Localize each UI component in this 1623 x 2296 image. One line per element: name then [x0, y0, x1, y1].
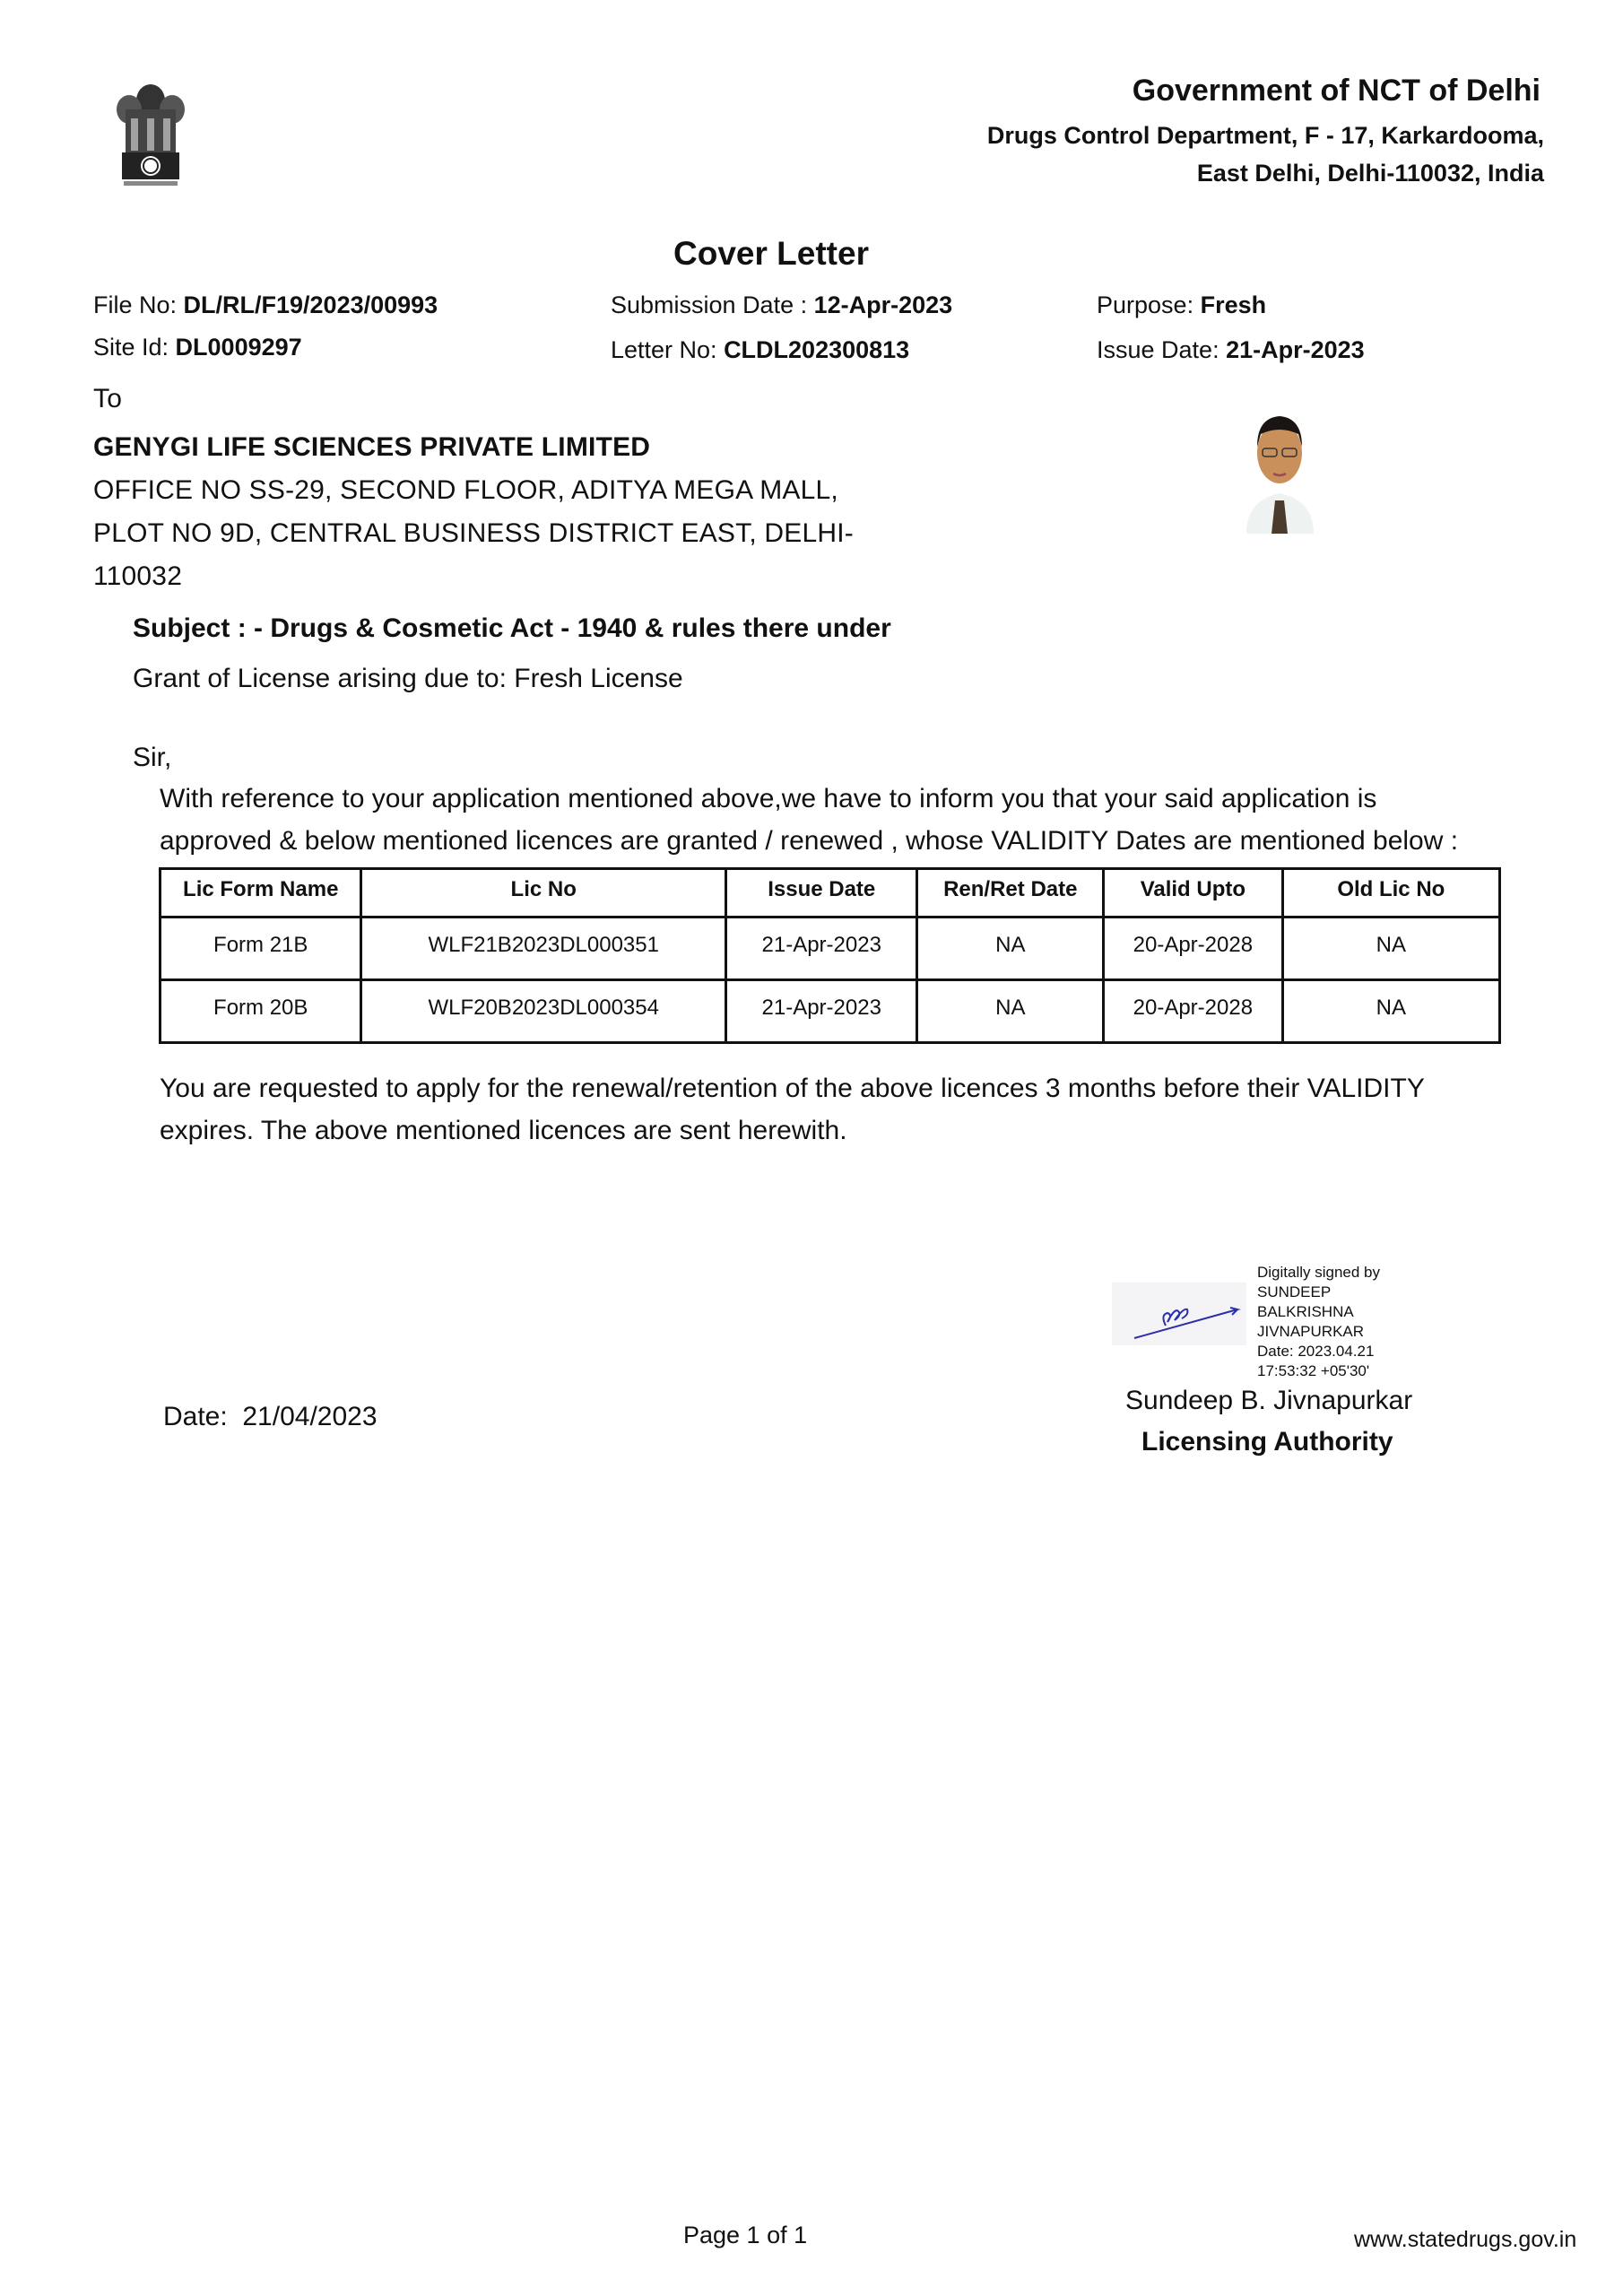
cell-issue-date: 21-Apr-2023 — [725, 980, 917, 1043]
letter-date: Date: 21/04/2023 — [163, 1402, 378, 1431]
cell-form-name: Form 20B — [161, 980, 361, 1043]
letter-no — [611, 336, 909, 364]
letter-no-value: CLDL202300813 — [724, 336, 910, 363]
col-header-old-lic-no: Old Lic No — [1282, 869, 1499, 918]
cell-ren-ret-date: NA — [917, 980, 1104, 1043]
grant-line: Grant of License arising due to: Fresh License — [133, 664, 683, 693]
closing-line2: expires. The above mentioned licences are sent herewith. — [160, 1116, 847, 1145]
purpose-label: Purpose: — [1097, 291, 1201, 318]
col-header-lic-form-name: Lic Form Name — [161, 869, 361, 918]
letter-no-label: Letter No: — [611, 336, 725, 363]
authority-photo — [1228, 404, 1332, 534]
recipient-address-line3: 110032 — [93, 561, 183, 591]
government-name: Government of NCT of Delhi — [1132, 74, 1541, 108]
file-no-value: DL/RL/F19/2023/00993 — [183, 291, 438, 318]
to-label: To — [93, 384, 123, 413]
document-title: Cover Letter — [673, 235, 869, 272]
issue-date-label: Issue Date: — [1097, 336, 1227, 363]
col-header-issue-date: Issue Date — [725, 869, 917, 918]
cell-valid-upto: 20-Apr-2028 — [1104, 980, 1283, 1043]
recipient-company: GENYGI LIFE SCIENCES PRIVATE LIMITED — [93, 432, 651, 462]
col-header-ren-ret-date: Ren/Ret Date — [917, 869, 1104, 918]
department-address-line2: East Delhi, Delhi-110032, India — [1196, 160, 1544, 187]
digital-sign-line: Date: 2023.04.21 — [1257, 1343, 1375, 1360]
digital-sign-line: SUNDEEP — [1257, 1283, 1332, 1300]
file-no — [93, 291, 438, 319]
salutation: Sir, — [133, 743, 172, 772]
purpose-value: Fresh — [1200, 291, 1267, 318]
digital-sign-line: BALKRISHNA — [1257, 1303, 1354, 1320]
website-link[interactable]: www.statedrugs.gov.in — [1354, 2227, 1577, 2252]
licence-table — [159, 867, 1501, 1044]
site-id-value: DL0009297 — [175, 334, 302, 361]
issue-date-value: 21-Apr-2023 — [1226, 336, 1365, 363]
cell-old-lic-no: NA — [1282, 918, 1499, 980]
cell-old-lic-no: NA — [1282, 980, 1499, 1043]
state-emblem-icon — [97, 74, 204, 188]
digital-sign-line: Digitally signed by — [1257, 1264, 1381, 1281]
submission-date-label: Submission Date : — [611, 291, 814, 318]
site-id-label: Site Id: — [93, 334, 176, 361]
table-row — [161, 980, 1500, 1043]
col-header-valid-upto: Valid Upto — [1104, 869, 1283, 918]
cell-issue-date: 21-Apr-2023 — [725, 918, 917, 980]
cell-lic-no: WLF21B2023DL000351 — [361, 918, 726, 980]
cell-valid-upto: 20-Apr-2028 — [1104, 918, 1283, 980]
table-row — [161, 918, 1500, 980]
cell-form-name: Form 21B — [161, 918, 361, 980]
subject: Subject : - Drugs & Cosmetic Act - 1940 & rules there under — [133, 613, 891, 643]
issue-date — [1097, 336, 1365, 364]
submission-date — [611, 291, 952, 319]
cell-lic-no: WLF20B2023DL000354 — [361, 980, 726, 1043]
body-line2: approved & below mentioned licences are granted / renewed , whose VALIDITY Dates are mentioned below : — [160, 826, 1459, 856]
file-no-label: File No: — [93, 291, 184, 318]
cell-ren-ret-date: NA — [917, 918, 1104, 980]
digital-sign-line: JIVNAPURKAR — [1257, 1323, 1365, 1340]
body-line1: With reference to your application mentioned above,we have to inform you that your said application is — [160, 784, 1377, 813]
handwritten-signature — [1112, 1274, 1255, 1372]
department-address-line1: Drugs Control Department, F - 17, Karkardooma, — [986, 122, 1544, 149]
site-id — [93, 334, 302, 361]
purpose — [1097, 291, 1266, 319]
digital-signature-details — [1257, 1263, 1380, 1381]
recipient-address-line1: OFFICE NO SS-29, SECOND FLOOR, ADITYA MEGA MALL, — [93, 475, 838, 505]
signatory-name: Sundeep B. Jivnapurkar — [1125, 1386, 1413, 1415]
table-header-row — [161, 869, 1500, 918]
closing-line1: You are requested to apply for the renewal/retention of the above licences 3 months before their VALIDITY — [160, 1074, 1425, 1103]
page-number: Page 1 of 1 — [683, 2222, 808, 2248]
submission-date-value: 12-Apr-2023 — [813, 291, 953, 318]
recipient-address-line2: PLOT NO 9D, CENTRAL BUSINESS DISTRICT EAST, DELHI- — [93, 518, 854, 548]
col-header-lic-no: Lic No — [361, 869, 726, 918]
digital-sign-line: 17:53:32 +05'30' — [1257, 1362, 1370, 1379]
signatory-role: Licensing Authority — [1141, 1427, 1393, 1457]
